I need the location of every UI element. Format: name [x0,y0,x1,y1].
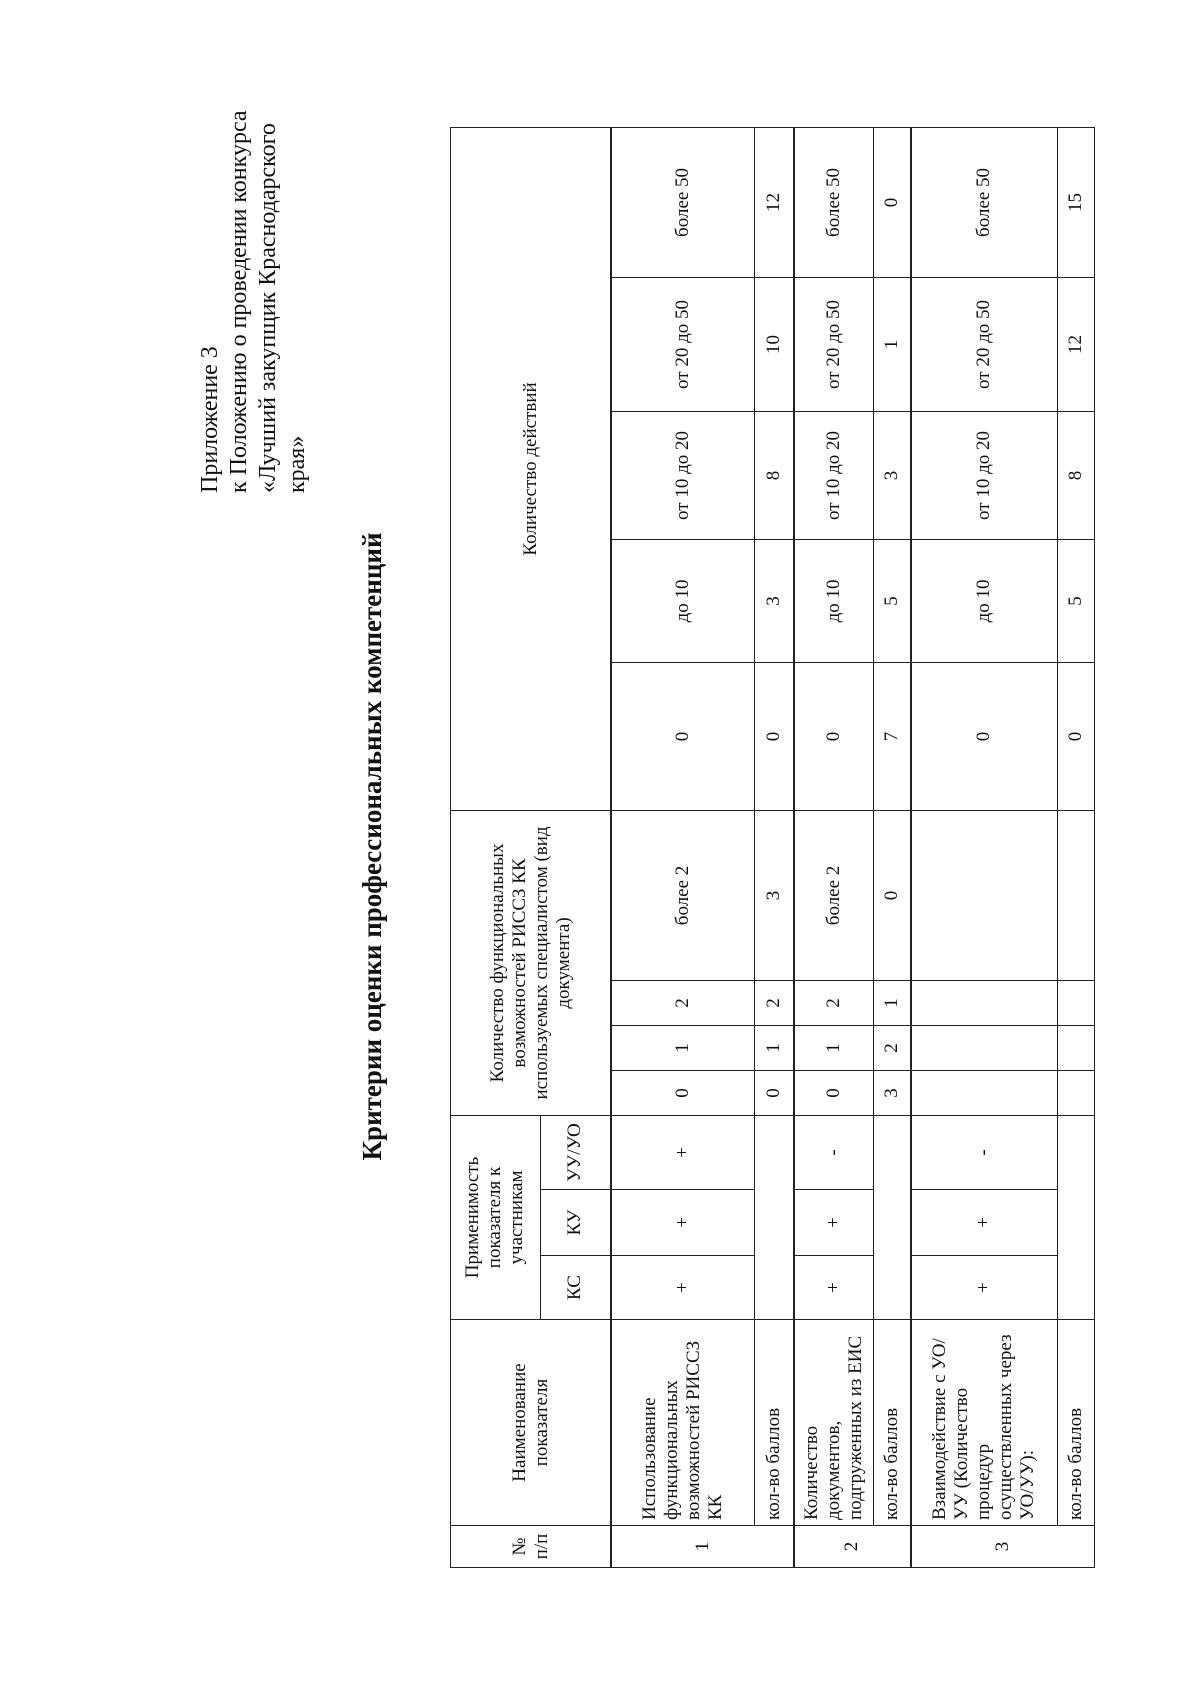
cell-score: 2 [755,980,794,1025]
cell-score: 0 [755,662,794,810]
cell-score: 0 [1058,662,1095,810]
cell-func: 1 [611,1025,755,1070]
cell-ku: + [911,1190,1058,1256]
cell-action: до 10 [911,539,1058,662]
header-name: Наименование показателя [451,1320,612,1526]
empty-cell [1058,1025,1095,1070]
cell-score: 0 [755,1070,794,1115]
appendix-line: края» [284,435,310,493]
cell-ks: + [794,1256,874,1320]
cell-score: 0 [874,810,911,980]
table-row [611,127,755,1567]
header-num: № п/п [451,1526,612,1568]
cell-action: до 10 [794,539,874,662]
cell-score: 3 [755,539,794,662]
cell-uuuo: + [611,1115,755,1189]
cell-score: 12 [1058,277,1095,411]
score-label: кол-во баллов [755,1320,794,1526]
empty-cell [911,980,1058,1025]
criteria-table [450,127,1095,1568]
cell-func: 1 [794,1025,874,1070]
cell-action: более 50 [794,127,874,277]
row-name: Количество документов, подгруженных из ЕИС [794,1320,874,1526]
cell-score: 5 [874,539,911,662]
cell-score: 10 [755,277,794,411]
cell-action: от 20 до 50 [611,277,755,411]
empty-cell [1058,980,1095,1025]
score-row [755,127,794,1567]
appendix-block [196,110,312,493]
header-ks: КС [540,1256,611,1320]
empty-cell [755,1115,794,1319]
cell-score: 3 [874,1070,911,1115]
cell-action: более 50 [911,127,1058,277]
document-title: Критерии оценки профессиональных компетенций [357,532,387,1161]
cell-score: 2 [874,1025,911,1070]
cell-action: от 20 до 50 [794,277,874,411]
header-func-count: Количество функциональных возможностей РИССЗ КК используемых специалистом (вид документа) [451,810,612,1115]
cell-func: 0 [611,1070,755,1115]
cell-score: 3 [755,810,794,980]
cell-ks: + [611,1256,755,1320]
cell-score: 12 [755,127,794,277]
empty-cell [874,1115,911,1319]
appendix-line: к Положению о проведении конкурса [226,110,252,493]
cell-score: 8 [755,411,794,539]
cell-uuuo: - [794,1115,874,1189]
cell-action: от 10 до 20 [911,411,1058,539]
cell-func: 0 [794,1070,874,1115]
empty-cell [911,1070,1058,1115]
cell-score: 1 [755,1025,794,1070]
cell-func: более 2 [611,810,755,980]
cell-score: 7 [874,662,911,810]
cell-action: 0 [911,662,1058,810]
row-num: 3 [911,1526,1095,1568]
row-num: 1 [611,1526,794,1568]
cell-score: 1 [874,980,911,1025]
score-label: кол-во баллов [874,1320,911,1526]
header-row [451,127,499,1567]
cell-action: от 10 до 20 [611,411,755,539]
empty-cell [911,1025,1058,1070]
empty-cell [1058,1070,1095,1115]
appendix-line: Приложение 3 [197,346,223,493]
cell-ku: + [611,1190,755,1256]
score-label: кол-во баллов [1058,1320,1095,1526]
cell-score: 0 [874,127,911,277]
cell-uuuo: - [911,1115,1058,1189]
table-row [794,127,874,1567]
cell-ku: + [794,1190,874,1256]
header-actions: Количество действий [451,127,612,810]
table-row [911,127,1058,1567]
header-ku: КУ [540,1190,611,1256]
cell-ks: + [911,1256,1058,1320]
cell-action: более 50 [611,127,755,277]
cell-score: 1 [874,277,911,411]
cell-score: 5 [1058,539,1095,662]
cell-func: 2 [794,980,874,1025]
empty-cell [1058,1115,1095,1319]
header-uuuo: УУ/УО [540,1115,611,1189]
cell-func: более 2 [794,810,874,980]
empty-cell [911,810,1058,980]
header-applicability: Применимость показателя к участникам [451,1115,541,1319]
cell-action: от 20 до 50 [911,277,1058,411]
appendix-line: «Лучший закупщик Краснодарского [255,123,281,493]
cell-func: 2 [611,980,755,1025]
empty-cell [1058,810,1095,980]
cell-score: 3 [874,411,911,539]
row-num: 2 [794,1526,911,1568]
cell-action: от 10 до 20 [794,411,874,539]
cell-action: 0 [611,662,755,810]
score-row [874,127,911,1567]
cell-score: 8 [1058,411,1095,539]
cell-score: 15 [1058,127,1095,277]
row-name: Взаимодействие с УО/УУ (Количество процедур осуществленных через УО/УУ): [911,1320,1058,1526]
cell-action: 0 [794,662,874,810]
cell-action: до 10 [611,539,755,662]
row-name: Использование функциональных возможностей РИССЗ КК [611,1320,755,1526]
score-row [1058,127,1095,1567]
